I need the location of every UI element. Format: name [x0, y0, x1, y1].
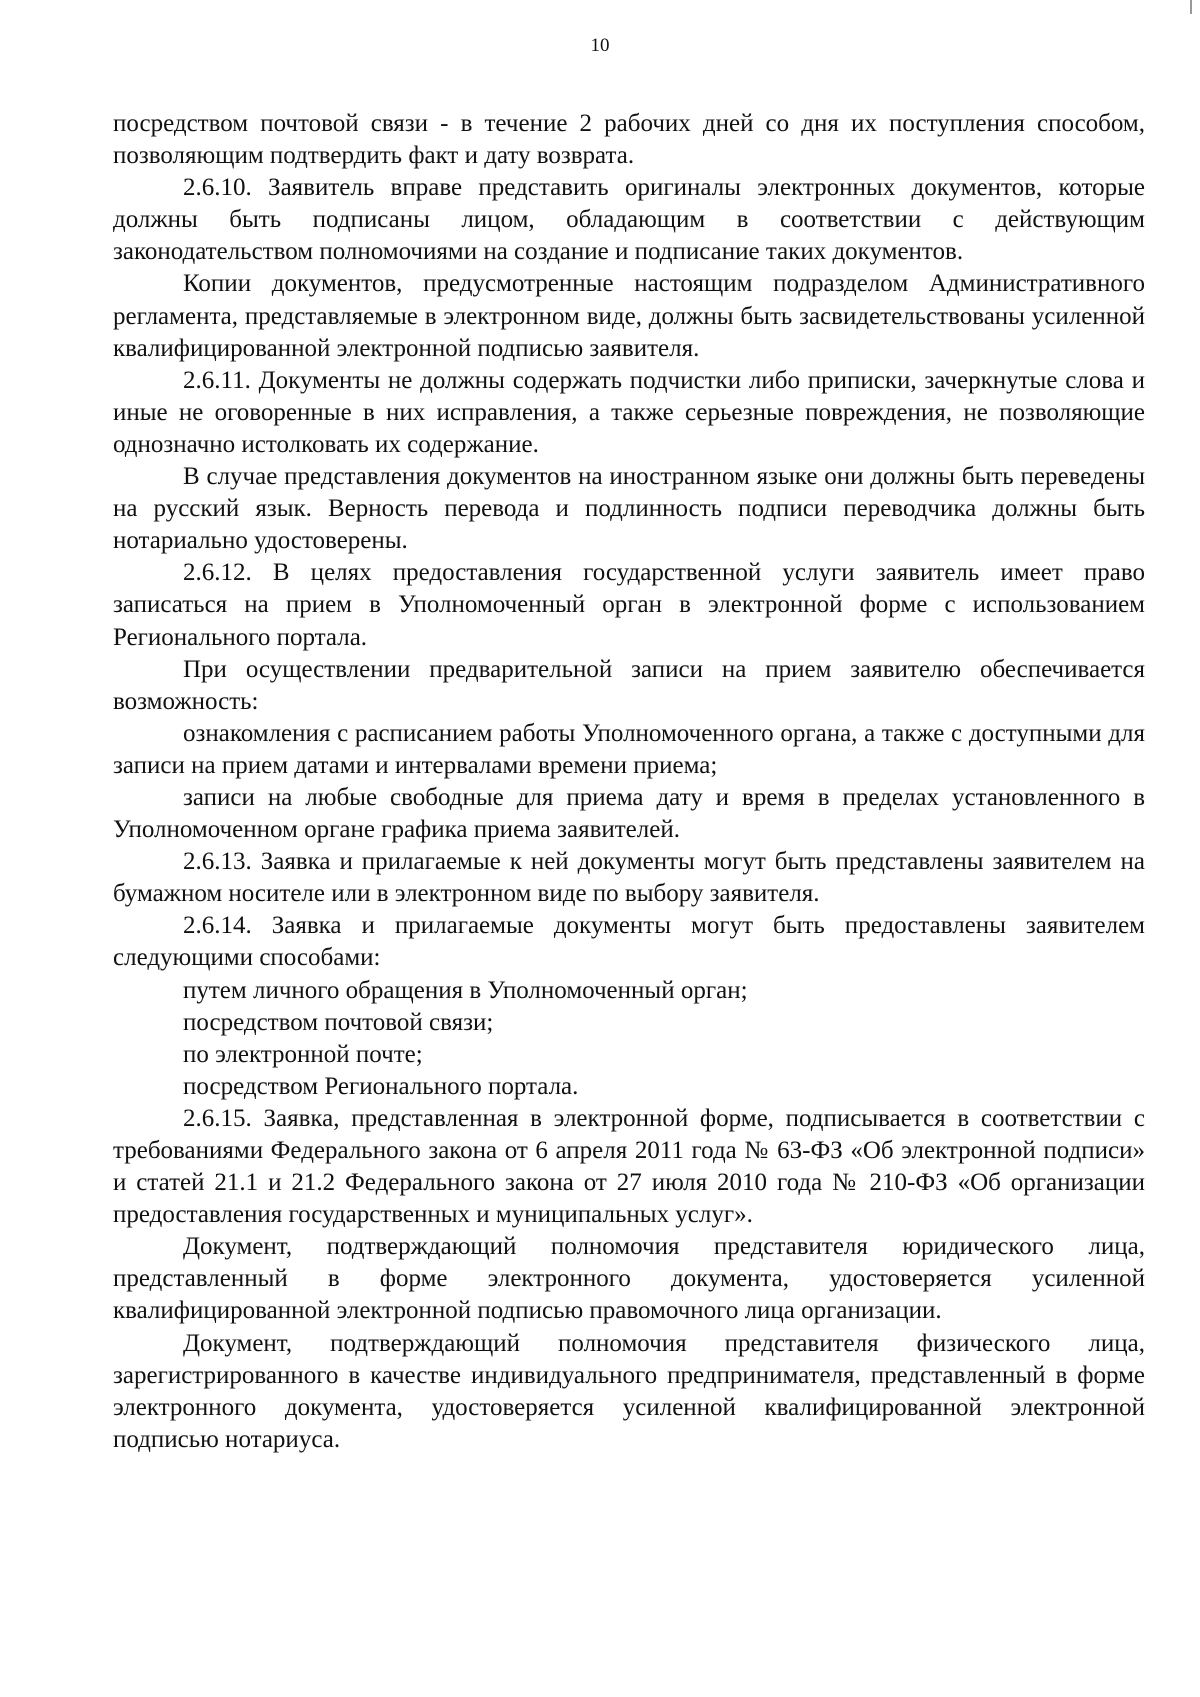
list-item-in-person: путем личного обращения в Уполномоченный орган;	[183, 976, 748, 1004]
paragraph-2-6-14: 2.6.14. Заявка и прилагаемые документы могут быть предоставлены заявителем следующими способами:	[113, 912, 1145, 972]
page-number: 10	[590, 35, 610, 56]
paragraph-2-6-13: 2.6.13. Заявка и прилагаемые к ней документы могут быть представлены заявителем на бумажном носителе или в электронном виде по выбору заявителя.	[113, 848, 1145, 908]
paragraph-copies: Копии документов, предусмотренные настоящим подразделом Административного регламента, представляемые в электронном виде, должны быть засвидетельствованы усиленной квалифицированной электронной подписью заявителя.	[113, 270, 1145, 362]
list-item-portal: посредством Регионального портала.	[183, 1072, 579, 1100]
paragraph-continuation: посредством почтовой связи - в течение 2 рабочих дней со дня их поступления способом, позволяющим подтвердить факт и дату возврата.	[113, 110, 1145, 170]
paragraph-2-6-12: 2.6.12. В целях предоставления государственной услуги заявитель имеет право записаться на прием в Уполномоченный орган в электронной форме с использованием Регионального портала.	[113, 559, 1145, 651]
list-item-postal: посредством почтовой связи;	[183, 1008, 494, 1036]
paragraph-2-6-10: 2.6.10. Заявитель вправе представить оригиналы электронных документов, которые должны быть подписаны лицом, обладающим в соответствии с действующим законодательством полномочиями на создание и подписание таких документов.	[113, 174, 1145, 266]
paragraph-2-6-15: 2.6.15. Заявка, представленная в электронной форме, подписывается в соответствии с требованиями Федерального закона от 6 апреля 2011 года № 63-ФЗ «Об электронной подписи» и статей 21.1 и 21.2 Федерального закона от 27 июля 2010 года № 210-ФЗ «Об организации предоставления государственных и муниципальных услуг».	[113, 1104, 1145, 1229]
paragraph-pre-registration: При осуществлении предварительной записи на прием заявителю обеспечивается возможность:	[113, 655, 1145, 715]
document-body	[113, 108, 1145, 1456]
list-item-booking: записи на любые свободные для приема дату и время в пределах установленного в Уполномоченном органе графика приема заявителей.	[113, 783, 1145, 844]
paragraph-legal-entity-representative: Документ, подтверждающий полномочия представителя юридического лица, представленный в форме электронного документа, удостоверяется усиленной квалифицированной электронной подписью правомочного лица организации.	[113, 1233, 1145, 1325]
paragraph-2-6-11: 2.6.11. Документы не должны содержать подчистки либо приписки, зачеркнутые слова и иные не оговоренные в них исправления, а также серьезные повреждения, не позволяющие однозначно истолковать их содержание.	[113, 366, 1145, 458]
paragraph-foreign-language: В случае представления документов на иностранном языке они должны быть переведены на русский язык. Верность перевода и подлинность подписи переводчика должны быть нотариально удостоверены.	[113, 463, 1145, 555]
list-item-schedule: ознакомления с расписанием работы Уполномоченного органа, а также с доступными для записи на прием датами и интервалами времени приема;	[113, 719, 1145, 779]
paragraph-individual-representative: Документ, подтверждающий полномочия представителя физического лица, зарегистрированного в качестве индивидуального предпринимателя, представленный в форме электронного документа, удостоверяется усиленной квалифицированной электронной подписью нотариуса.	[113, 1329, 1145, 1453]
scan-edge-mark	[1190, 0, 1192, 14]
list-item-email: по электронной почте;	[183, 1040, 423, 1068]
